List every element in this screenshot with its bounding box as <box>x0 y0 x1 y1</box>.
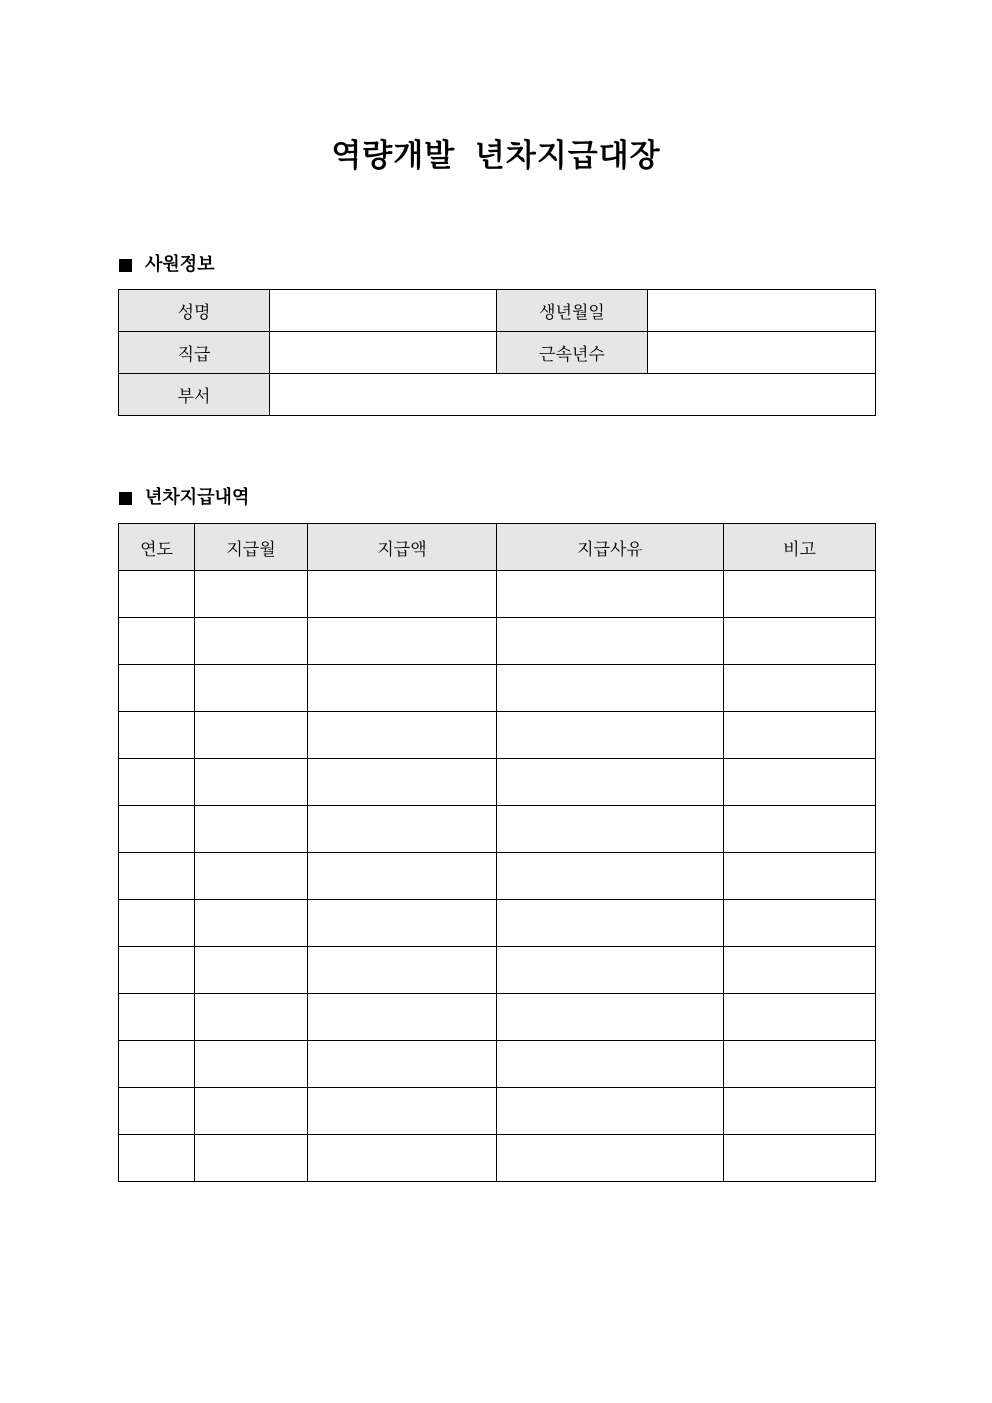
payment-history-body <box>119 571 876 1182</box>
employee-info-heading <box>119 253 215 277</box>
month-cell[interactable] <box>195 947 308 994</box>
amount-cell[interactable] <box>308 1135 497 1182</box>
page-title: 역량개발 년차지급대장 <box>331 138 661 174</box>
square-bullet-icon <box>119 492 132 505</box>
amount-cell[interactable] <box>308 665 497 712</box>
month-cell[interactable] <box>195 571 308 618</box>
table-row <box>119 712 876 759</box>
amount-cell[interactable] <box>308 1041 497 1088</box>
amount-cell[interactable] <box>308 759 497 806</box>
payment-history-table <box>118 523 876 1182</box>
year-cell[interactable] <box>119 806 195 853</box>
birthdate-field[interactable] <box>648 290 876 332</box>
payment-history-heading-label: 년차지급내역 <box>145 487 250 508</box>
position-field[interactable] <box>270 332 497 374</box>
amount-cell[interactable] <box>308 618 497 665</box>
month-cell[interactable] <box>195 853 308 900</box>
amount-cell[interactable] <box>308 571 497 618</box>
month-cell[interactable] <box>195 994 308 1041</box>
note-cell[interactable] <box>724 1041 876 1088</box>
birthdate-label: 생년월일 <box>497 290 648 332</box>
years-of-service-label: 근속년수 <box>497 332 648 374</box>
note-cell[interactable] <box>724 712 876 759</box>
month-cell[interactable] <box>195 1135 308 1182</box>
square-bullet-icon <box>119 259 132 272</box>
table-row <box>119 1135 876 1182</box>
info-row-position-service <box>119 332 876 374</box>
month-cell[interactable] <box>195 712 308 759</box>
year-cell[interactable] <box>119 618 195 665</box>
reason-cell[interactable] <box>497 806 724 853</box>
note-cell[interactable] <box>724 1135 876 1182</box>
note-cell[interactable] <box>724 900 876 947</box>
reason-cell[interactable] <box>497 665 724 712</box>
table-row <box>119 994 876 1041</box>
year-cell[interactable] <box>119 665 195 712</box>
month-cell[interactable] <box>195 1041 308 1088</box>
column-header-note: 비고 <box>724 524 876 571</box>
year-cell[interactable] <box>119 571 195 618</box>
years-of-service-field[interactable] <box>648 332 876 374</box>
table-row <box>119 900 876 947</box>
year-cell[interactable] <box>119 1041 195 1088</box>
amount-cell[interactable] <box>308 900 497 947</box>
note-cell[interactable] <box>724 665 876 712</box>
name-label: 성명 <box>119 290 270 332</box>
reason-cell[interactable] <box>497 853 724 900</box>
table-row <box>119 571 876 618</box>
year-cell[interactable] <box>119 712 195 759</box>
month-cell[interactable] <box>195 900 308 947</box>
reason-cell[interactable] <box>497 1088 724 1135</box>
year-cell[interactable] <box>119 1088 195 1135</box>
amount-cell[interactable] <box>308 853 497 900</box>
note-cell[interactable] <box>724 618 876 665</box>
table-row <box>119 947 876 994</box>
info-row-name-birthdate <box>119 290 876 332</box>
employee-info-table <box>118 289 876 416</box>
year-cell[interactable] <box>119 947 195 994</box>
department-field[interactable] <box>270 374 876 416</box>
note-cell[interactable] <box>724 759 876 806</box>
table-row <box>119 1041 876 1088</box>
column-header-year: 연도 <box>119 524 195 571</box>
reason-cell[interactable] <box>497 618 724 665</box>
position-label: 직급 <box>119 332 270 374</box>
reason-cell[interactable] <box>497 994 724 1041</box>
amount-cell[interactable] <box>308 947 497 994</box>
amount-cell[interactable] <box>308 994 497 1041</box>
month-cell[interactable] <box>195 665 308 712</box>
table-row <box>119 665 876 712</box>
year-cell[interactable] <box>119 994 195 1041</box>
reason-cell[interactable] <box>497 1135 724 1182</box>
note-cell[interactable] <box>724 571 876 618</box>
note-cell[interactable] <box>724 994 876 1041</box>
column-header-month: 지급월 <box>195 524 308 571</box>
note-cell[interactable] <box>724 947 876 994</box>
department-label: 부서 <box>119 374 270 416</box>
column-header-reason: 지급사유 <box>497 524 724 571</box>
table-row <box>119 1088 876 1135</box>
month-cell[interactable] <box>195 1088 308 1135</box>
reason-cell[interactable] <box>497 900 724 947</box>
year-cell[interactable] <box>119 900 195 947</box>
year-cell[interactable] <box>119 1135 195 1182</box>
table-row <box>119 853 876 900</box>
reason-cell[interactable] <box>497 947 724 994</box>
reason-cell[interactable] <box>497 759 724 806</box>
note-cell[interactable] <box>724 1088 876 1135</box>
reason-cell[interactable] <box>497 712 724 759</box>
table-row <box>119 759 876 806</box>
table-row <box>119 618 876 665</box>
month-cell[interactable] <box>195 759 308 806</box>
month-cell[interactable] <box>195 618 308 665</box>
info-row-department <box>119 374 876 416</box>
amount-cell[interactable] <box>308 1088 497 1135</box>
payment-history-heading <box>119 486 249 510</box>
amount-cell[interactable] <box>308 712 497 759</box>
note-cell[interactable] <box>724 853 876 900</box>
column-header-amount: 지급액 <box>308 524 497 571</box>
note-cell[interactable] <box>724 806 876 853</box>
name-field[interactable] <box>270 290 497 332</box>
employee-info-heading-label: 사원정보 <box>145 254 215 275</box>
table-header-row <box>119 524 876 571</box>
reason-cell[interactable] <box>497 571 724 618</box>
month-cell[interactable] <box>195 806 308 853</box>
table-row <box>119 806 876 853</box>
reason-cell[interactable] <box>497 1041 724 1088</box>
amount-cell[interactable] <box>308 806 497 853</box>
year-cell[interactable] <box>119 759 195 806</box>
year-cell[interactable] <box>119 853 195 900</box>
